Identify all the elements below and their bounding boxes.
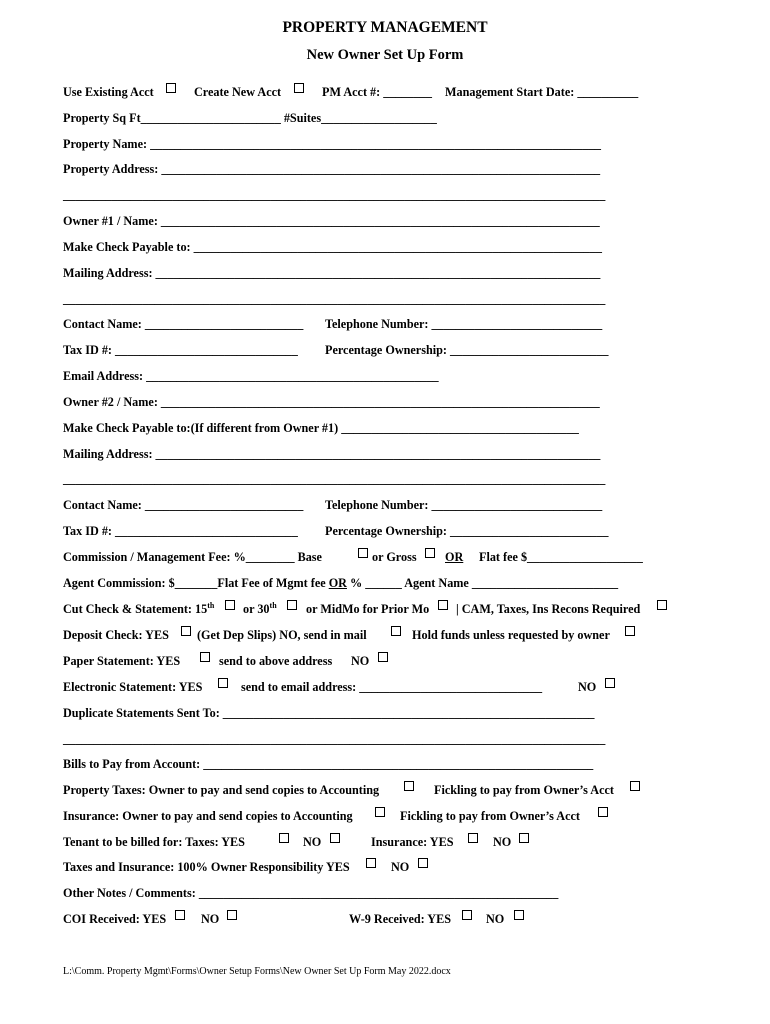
base-checkbox[interactable] [358, 548, 368, 558]
insurance-owner-checkbox[interactable] [375, 807, 385, 817]
mgmt-start-date-field[interactable]: Management Start Date: __________ [445, 85, 639, 99]
electronic-no-checkbox[interactable] [605, 678, 615, 688]
owner2-mailing-line2[interactable]: _________________________________________________________________________________________ [63, 472, 606, 486]
coi-no-checkbox[interactable] [227, 910, 237, 920]
owner1-payable-field[interactable]: Make Check Payable to: ___________________________________________________________________ [63, 240, 602, 254]
property-taxes-fickling-checkbox[interactable] [630, 781, 640, 791]
w9-no-checkbox[interactable] [514, 910, 524, 920]
electronic-statement-label: Electronic Statement: YES [63, 680, 203, 694]
insurance-row [63, 807, 683, 825]
tenant-insurance-no-label: NO [493, 835, 512, 849]
file-path-footer: L:\Comm. Property Mgmt\Forms\Owner Setup Forms\New Owner Set Up Form May 2022.docx [63, 966, 451, 977]
agent-or-label: OR [328, 576, 347, 590]
owner2-ownership-field[interactable]: Percentage Ownership: __________________________ [325, 524, 609, 538]
notes-field[interactable]: Other Notes / Comments: ___________________________________________________________ [63, 886, 559, 900]
owner2-contact-row [63, 496, 683, 514]
property-taxes-fickling-label: Fickling to pay from Owner’s Acct [434, 783, 614, 797]
tenant-insurance-label: Insurance: YES [371, 835, 454, 849]
duplicate-statements-line2[interactable]: _________________________________________________________________________________________ [63, 732, 606, 746]
electronic-yes-checkbox[interactable] [218, 678, 228, 688]
tenant-billed-row [63, 833, 683, 851]
tenant-insurance-yes-checkbox[interactable] [468, 833, 478, 843]
owner1-name-field[interactable]: Owner #1 / Name: ________________________________________________________________________ [63, 214, 600, 228]
owner1-tax-row [63, 341, 683, 359]
owner1-telephone-field[interactable]: Telephone Number: ____________________________ [325, 317, 603, 331]
w9-no-label: NO [486, 912, 505, 926]
property-taxes-owner-label: Property Taxes: Owner to pay and send copies to Accounting [63, 783, 380, 797]
form-title: PROPERTY MANAGEMENT [282, 19, 488, 36]
agent-commission-row [63, 574, 683, 592]
property-address-line2[interactable]: _________________________________________________________________________________________ [63, 188, 606, 202]
paper-no-checkbox[interactable] [378, 652, 388, 662]
30th-sup: th [269, 600, 277, 610]
coi-w9-row [63, 910, 683, 928]
30th-label [243, 600, 277, 618]
agent-commission-text: Agent Commission: $_______Flat Fee of Mgmt fee [63, 576, 329, 590]
or-label: OR [445, 550, 464, 564]
agent-commission-field[interactable] [63, 574, 618, 592]
midmo-label: or MidMo for Prior Mo [306, 602, 430, 616]
commission-row [63, 548, 683, 566]
owner2-tax-row [63, 522, 683, 540]
owner1-contact-field[interactable]: Contact Name: __________________________ [63, 317, 304, 331]
owner1-taxid-field[interactable]: Tax ID #: ______________________________ [63, 343, 298, 357]
commission-fee-label: Commission / Management Fee: %________ Base [63, 550, 322, 564]
paper-statement-label: Paper Statement: YES [63, 654, 181, 668]
taxes-insurance-yes-checkbox[interactable] [366, 858, 376, 868]
owner2-telephone-field[interactable]: Telephone Number: ____________________________ [325, 498, 603, 512]
owner2-taxid-field[interactable]: Tax ID #: ______________________________ [63, 524, 298, 538]
30th-checkbox[interactable] [287, 600, 297, 610]
use-existing-checkbox[interactable] [166, 83, 176, 93]
flat-fee-field[interactable]: Flat fee $___________________ [479, 550, 643, 564]
owner1-ownership-field[interactable]: Percentage Ownership: __________________________ [325, 343, 609, 357]
coi-no-label: NO [201, 912, 220, 926]
cut-check-sup: th [207, 600, 215, 610]
deposit-yes-checkbox[interactable] [181, 626, 191, 636]
hold-funds-checkbox[interactable] [625, 626, 635, 636]
tenant-taxes-no-checkbox[interactable] [330, 833, 340, 843]
create-new-checkbox[interactable] [294, 83, 304, 93]
paper-statement-row [63, 652, 683, 670]
owner1-mailing-line2[interactable]: _________________________________________________________________________________________ [63, 292, 606, 306]
insurance-owner-label: Insurance: Owner to pay and send copies to Accounting [63, 809, 353, 823]
insurance-fickling-label: Fickling to pay from Owner’s Acct [400, 809, 580, 823]
pm-acct-field[interactable]: PM Acct #: ________ [322, 85, 432, 99]
deposit-no-checkbox[interactable] [391, 626, 401, 636]
deposit-no-label: (Get Dep Slips) NO, send in mail [197, 628, 367, 642]
taxes-insurance-row [63, 858, 683, 876]
tenant-taxes-label: Tenant to be billed for: Taxes: YES [63, 835, 245, 849]
electronic-statement-row [63, 678, 683, 696]
w9-yes-checkbox[interactable] [462, 910, 472, 920]
property-address-field[interactable]: Property Address: ________________________________________________________________________ [63, 162, 601, 176]
coi-yes-label: COI Received: YES [63, 912, 167, 926]
electronic-email-field[interactable]: send to email address: ______________________________ [241, 680, 543, 694]
cut-check-text: Cut Check & Statement: 15 [63, 602, 208, 616]
15th-checkbox[interactable] [225, 600, 235, 610]
paper-no-label: NO [351, 654, 370, 668]
owner2-contact-field[interactable]: Contact Name: __________________________ [63, 498, 304, 512]
owner1-mailing-field[interactable]: Mailing Address: _________________________________________________________________________ [63, 266, 601, 280]
cut-check-label [63, 600, 214, 618]
midmo-checkbox[interactable] [438, 600, 448, 610]
30th-text: or 30 [243, 602, 270, 616]
tenant-taxes-yes-checkbox[interactable] [279, 833, 289, 843]
taxes-insurance-no-checkbox[interactable] [418, 858, 428, 868]
bills-to-pay-field[interactable]: Bills to Pay from Account: ________________________________________________________________ [63, 757, 594, 771]
paper-send-label: send to above address [219, 654, 333, 668]
recons-label: | CAM, Taxes, Ins Recons Required [456, 602, 641, 616]
property-taxes-row [63, 781, 683, 799]
w9-yes-label: W-9 Received: YES [349, 912, 451, 926]
coi-yes-checkbox[interactable] [175, 910, 185, 920]
owner1-contact-row [63, 315, 683, 333]
form-subtitle: New Owner Set Up Form [306, 47, 464, 63]
recons-checkbox[interactable] [657, 600, 667, 610]
hold-funds-label: Hold funds unless requested by owner [412, 628, 610, 642]
owner2-payable-field[interactable]: Make Check Payable to:(If different from Owner #1) _______________________________________ [63, 421, 579, 435]
cut-check-row [63, 600, 683, 618]
gross-label: or Gross [372, 550, 417, 564]
sqft-suites-field[interactable]: Property Sq Ft_______________________ #Suites___________________ [63, 111, 437, 125]
email-field[interactable]: Email Address: ________________________________________________ [63, 369, 439, 383]
duplicate-statements-field[interactable]: Duplicate Statements Sent To: _____________________________________________________________ [63, 706, 595, 720]
electronic-no-label: NO [578, 680, 597, 694]
deposit-row [63, 626, 683, 644]
taxes-insurance-label: Taxes and Insurance: 100% Owner Responsibility YES [63, 860, 350, 874]
agent-name-text: % ______ Agent Name ________________________ [346, 576, 619, 590]
owner2-mailing-field[interactable]: Mailing Address: _________________________________________________________________________ [63, 447, 601, 461]
owner2-name-field[interactable]: Owner #2 / Name: ________________________________________________________________________ [63, 395, 600, 409]
deposit-label: Deposit Check: YES [63, 628, 169, 642]
account-row [63, 83, 683, 101]
taxes-insurance-no-label: NO [391, 860, 410, 874]
property-name-field[interactable]: Property Name: __________________________________________________________________________ [63, 137, 602, 151]
create-new-label: Create New Acct [194, 85, 282, 99]
property-taxes-owner-checkbox[interactable] [404, 781, 414, 791]
tenant-taxes-no-label: NO [303, 835, 322, 849]
gross-checkbox[interactable] [425, 548, 435, 558]
tenant-insurance-no-checkbox[interactable] [519, 833, 529, 843]
insurance-fickling-checkbox[interactable] [598, 807, 608, 817]
use-existing-label: Use Existing Acct [63, 85, 154, 99]
paper-yes-checkbox[interactable] [200, 652, 210, 662]
